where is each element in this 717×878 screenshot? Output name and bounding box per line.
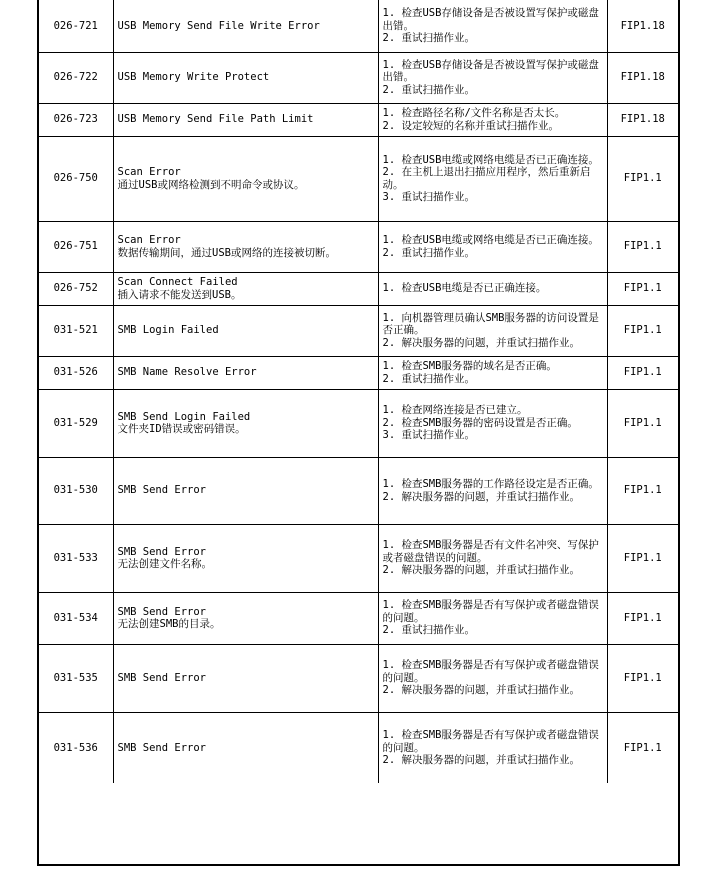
fip-reference-cell: FIP1.1 [607,221,678,272]
action-step: 3. 重试扫描作业。 [382,191,475,203]
description-en: SMB Send Error [117,605,207,618]
description-cell [113,272,378,305]
fault-code-cell: 026-722 [39,52,113,103]
fip-reference-cell: FIP1.18 [607,0,678,52]
description-zh: 通过USB或网络检测到不明命令或协议。 [117,178,305,191]
action-step: 2. 重试扫描作业。 [382,83,475,96]
fip-reference-cell: FIP1.1 [607,305,678,356]
description-cell [113,356,378,389]
fip-reference-cell: FIP1.1 [607,389,678,457]
table-row [39,712,678,783]
action-step: 2. 重试扫描作业。 [382,372,475,385]
fault-code-cell: 026-752 [39,272,113,305]
description-cell [113,644,378,712]
action-step: 2. 重试扫描作业。 [382,246,475,259]
action-cell [378,136,607,221]
description-zh: 无法创建SMB的目录。 [117,618,221,630]
action-step: 1. 检查SMB服务器是否有写保护或者磁盘错误的问题。 [382,599,599,624]
fault-code-table-body [39,0,678,783]
action-step: 2. 检查SMB服务器的密码设置是否正确。 [382,416,578,429]
action-step: 1. 向机器管理员确认SMB服务器的访问设置是否正确。 [382,311,599,337]
action-step: 2. 重试扫描作业。 [382,624,475,637]
action-step: 2. 解决服务器的问题，并重试扫描作业。 [382,490,580,503]
description-en: SMB Send Error [117,545,207,558]
table-row [39,103,678,136]
action-step: 1. 检查SMB服务器是否有写保护或者磁盘错误的问题。 [382,729,599,754]
table-row [39,305,678,356]
action-cell [378,52,607,103]
fault-code-cell: 031-529 [39,389,113,457]
action-step: 1. 检查路径名称/文件名称是否太长。 [382,107,566,119]
fault-code-cell: 031-530 [39,457,113,524]
fip-reference-cell: FIP1.1 [607,272,678,305]
action-step: 2. 在主机上退出扫描应用程序，然后重新启动。 [382,166,591,191]
fault-code-cell: 026-751 [39,221,113,272]
action-step: 2. 设定较短的名称并重试扫描作业。 [382,119,559,132]
fault-code-cell: 031-521 [39,305,113,356]
fip-reference-cell: FIP1.1 [607,136,678,221]
action-cell [378,644,607,712]
fault-code-cell: 026-750 [39,136,113,221]
description-cell [113,389,378,457]
description-cell [113,457,378,524]
description-en: Scan Error [117,166,181,178]
action-step: 2. 解决服务器的问题，并重试扫描作业。 [382,684,580,697]
table-row [39,272,678,305]
fault-code-cell: 031-534 [39,592,113,644]
fip-reference-cell: FIP1.1 [607,457,678,524]
action-step: 1. 检查网络连接是否已建立。 [382,404,528,417]
fault-code-cell: 026-721 [39,0,113,52]
action-cell [378,457,607,524]
action-cell [378,221,607,272]
action-step: 1. 检查SMB服务器的工作路径设定是否正确。 [382,478,599,490]
fip-reference-cell: FIP1.1 [607,524,678,592]
description-en: USB Memory Write Protect [117,71,270,84]
action-step: 2. 重试扫描作业。 [382,32,475,44]
fault-code-cell: 031-536 [39,712,113,783]
table-row [39,356,678,389]
fip-reference-cell: FIP1.1 [607,644,678,712]
description-cell [113,712,378,783]
fip-reference-cell: FIP1.1 [607,712,678,783]
action-cell [378,524,607,592]
description-cell [113,136,378,221]
action-step: 3. 重试扫描作业。 [382,429,475,442]
action-step: 1. 检查USB电缆是否已正确连接。 [382,282,547,295]
fip-reference-cell: FIP1.1 [607,356,678,389]
description-cell [113,221,378,272]
description-en: Scan Connect Failed [117,276,238,288]
description-zh: 文件夹ID错误或密码错误。 [117,423,246,435]
description-en: USB Memory Send File Path Limit [117,113,314,126]
action-step: 1. 检查SMB服务器的域名是否正确。 [382,360,557,372]
description-en: USB Memory Send File Write Error [117,19,320,32]
table-row [39,389,678,457]
table-row [39,524,678,592]
description-en: SMB Login Failed [117,324,219,337]
table-row [39,52,678,103]
description-en: SMB Send Login Failed [117,410,251,423]
description-cell [113,592,378,644]
action-cell [378,389,607,457]
action-cell [378,272,607,305]
action-step: 1. 检查USB存储设备是否被设置写保护或磁盘出错。 [382,7,599,32]
fip-reference-cell: FIP1.1 [607,592,678,644]
description-cell [113,0,378,52]
action-cell [378,103,607,136]
table-row [39,644,678,712]
action-cell [378,592,607,644]
table-row [39,592,678,644]
action-cell [378,0,607,52]
description-en: Scan Error [117,234,181,246]
action-step: 2. 解决服务器的问题，并重试扫描作业。 [382,564,580,577]
description-en: SMB Name Resolve Error [117,366,257,379]
action-cell [378,356,607,389]
description-en: SMB Send Error [117,741,207,754]
description-en: SMB Send Error [117,484,207,497]
table-row [39,221,678,272]
description-zh: 插入请求不能发送到USB。 [117,288,242,301]
fault-code-table [39,0,678,783]
table-row [39,136,678,221]
description-cell [113,52,378,103]
description-cell [113,305,378,356]
description-cell [113,524,378,592]
description-zh: 数据传输期间，通过USB或网络的连接被切断。 [117,246,336,259]
action-cell [378,712,607,783]
fip-reference-cell: FIP1.18 [607,103,678,136]
description-cell [113,103,378,136]
action-step: 1. 检查USB存储设备是否被设置写保护或磁盘出错。 [382,58,599,84]
fault-code-cell: 031-526 [39,356,113,389]
fip-reference-cell: FIP1.18 [607,52,678,103]
action-step: 1. 检查USB电缆或网络电缆是否已正确连接。 [382,153,599,166]
action-step: 2. 解决服务器的问题，并重试扫描作业。 [382,336,580,349]
fault-code-cell: 031-533 [39,524,113,592]
table-row [39,0,678,52]
action-step: 1. 检查USB电缆或网络电缆是否已正确连接。 [382,234,599,246]
fault-code-page [37,0,680,866]
table-row [39,457,678,524]
description-zh: 无法创建文件名称。 [117,558,212,570]
action-step: 1. 检查SMB服务器是否有文件名冲突、写保护或者磁盘错误的问题。 [382,539,599,564]
fault-code-cell: 026-723 [39,103,113,136]
action-step: 2. 解决服务器的问题，并重试扫描作业。 [382,754,580,766]
action-cell [378,305,607,356]
action-step: 1. 检查SMB服务器是否有写保护或者磁盘错误的问题。 [382,659,599,684]
description-en: SMB Send Error [117,671,207,684]
fault-code-cell: 031-535 [39,644,113,712]
